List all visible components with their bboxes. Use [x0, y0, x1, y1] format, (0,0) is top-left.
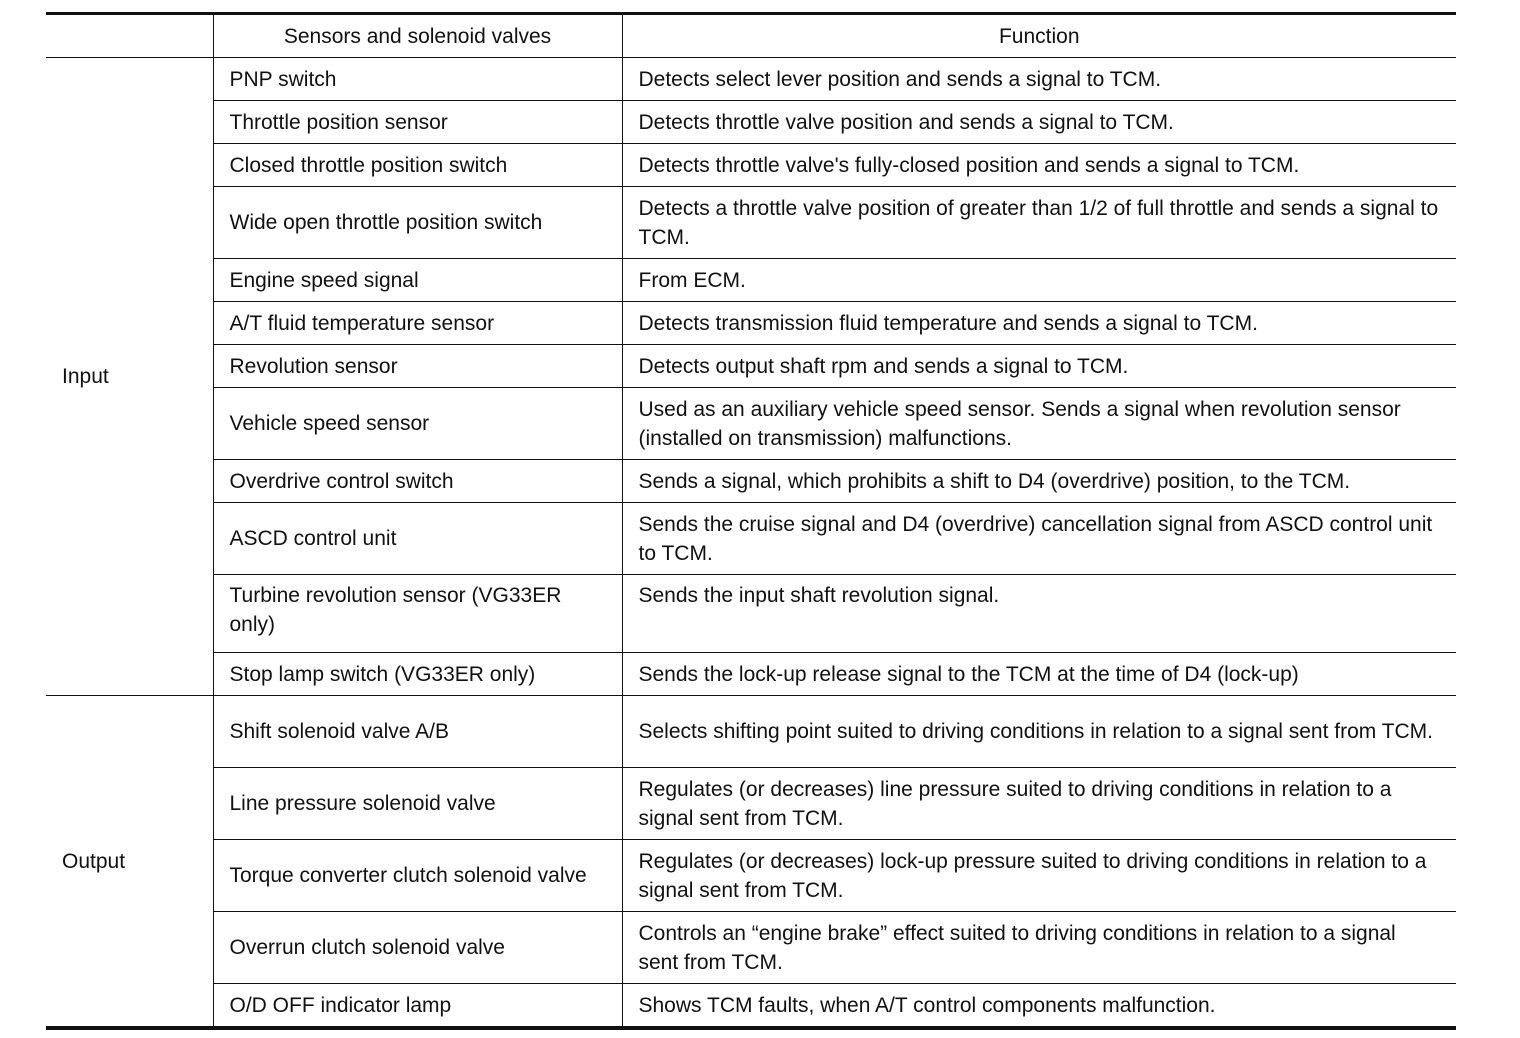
table-row [46, 653, 1456, 696]
function-cell: Detects throttle valve position and sends a signal to TCM. [622, 101, 1456, 144]
header-row [46, 14, 1456, 58]
group-label-output: Output [46, 696, 213, 1029]
table-row [46, 696, 1456, 768]
table-row [46, 388, 1456, 460]
component-cell: A/T fluid temperature sensor [213, 302, 622, 345]
function-cell: Used as an auxiliary vehicle speed sensor. Sends a signal when revolution sensor (installed on transmission) malfunctions. [622, 388, 1456, 460]
component-cell: Vehicle speed sensor [213, 388, 622, 460]
table-row [46, 460, 1456, 503]
function-cell: Controls an “engine brake” effect suited to driving conditions in relation to a signal sent from TCM. [622, 912, 1456, 984]
component-cell: Shift solenoid valve A/B [213, 696, 622, 768]
component-cell: Overdrive control switch [213, 460, 622, 503]
component-cell: PNP switch [213, 58, 622, 101]
component-cell: ASCD control unit [213, 503, 622, 575]
table-row [46, 768, 1456, 840]
table-row [46, 984, 1456, 1029]
table-row [46, 302, 1456, 345]
component-function-table [46, 12, 1456, 1030]
function-cell: Detects a throttle valve position of greater than 1/2 of full throttle and sends a signal to TCM. [622, 187, 1456, 259]
function-cell: Shows TCM faults, when A/T control components malfunction. [622, 984, 1456, 1029]
component-cell: O/D OFF indicator lamp [213, 984, 622, 1029]
table-row [46, 101, 1456, 144]
function-cell: Sends the cruise signal and D4 (overdrive) cancellation signal from ASCD control unit to TCM. [622, 503, 1456, 575]
component-cell: Wide open throttle position switch [213, 187, 622, 259]
component-cell: Revolution sensor [213, 345, 622, 388]
function-cell: Sends the lock-up release signal to the TCM at the time of D4 (lock-up) [622, 653, 1456, 696]
table-row [46, 144, 1456, 187]
function-cell: Sends the input shaft revolution signal. [622, 575, 1456, 653]
component-cell: Turbine revolution sensor (VG33ER only) [213, 575, 622, 653]
component-cell: Torque converter clutch solenoid valve [213, 840, 622, 912]
table-row [46, 575, 1456, 653]
function-cell: Selects shifting point suited to driving conditions in relation to a signal sent from TCM. [622, 696, 1456, 768]
function-cell: Detects throttle valve's fully-closed position and sends a signal to TCM. [622, 144, 1456, 187]
function-cell: Detects select lever position and sends a signal to TCM. [622, 58, 1456, 101]
header-components: Sensors and solenoid valves [213, 14, 622, 58]
function-cell: Sends a signal, which prohibits a shift to D4 (overdrive) position, to the TCM. [622, 460, 1456, 503]
component-cell: Engine speed signal [213, 259, 622, 302]
component-cell: Closed throttle position switch [213, 144, 622, 187]
header-blank [46, 14, 213, 58]
function-cell: Regulates (or decreases) line pressure suited to driving conditions in relation to a signal sent from TCM. [622, 768, 1456, 840]
function-cell: Detects transmission fluid temperature and sends a signal to TCM. [622, 302, 1456, 345]
component-cell: Throttle position sensor [213, 101, 622, 144]
table-row [46, 259, 1456, 302]
table-row [46, 345, 1456, 388]
component-cell: Line pressure solenoid valve [213, 768, 622, 840]
function-cell: Detects output shaft rpm and sends a signal to TCM. [622, 345, 1456, 388]
component-cell: Stop lamp switch (VG33ER only) [213, 653, 622, 696]
group-label-input: Input [46, 58, 213, 696]
table-row [46, 503, 1456, 575]
table-row [46, 187, 1456, 259]
function-cell: From ECM. [622, 259, 1456, 302]
header-function: Function [998, 24, 1080, 48]
component-cell: Overrun clutch solenoid valve [213, 912, 622, 984]
table-row [46, 912, 1456, 984]
table-row [46, 840, 1456, 912]
table-row [46, 58, 1456, 101]
function-cell: Regulates (or decreases) lock-up pressure suited to driving conditions in relation to a signal sent from TCM. [622, 840, 1456, 912]
